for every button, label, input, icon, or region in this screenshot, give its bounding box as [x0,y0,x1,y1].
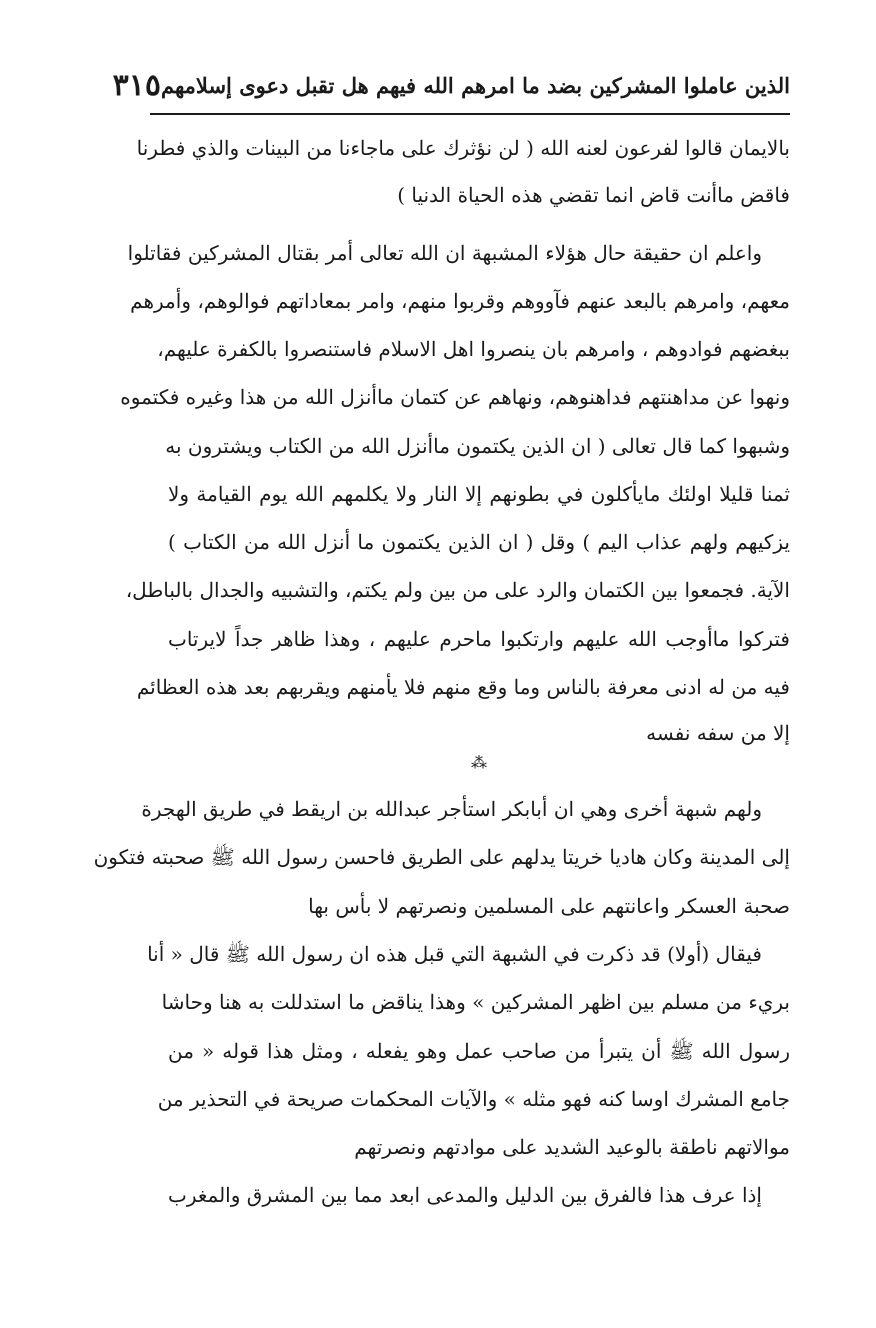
text-line-9: يزكيهم ولهم عذاب اليم ) وقل ( ان الذين يكتمون ما أنزل الله من الكتاب ) [168,530,790,554]
text-line-20: جامع المشرك اوسا كنه فهو مثله » والآيات المحكمات صريحة في التحذير من [157,1087,790,1111]
section-separator: ⁂ [471,753,489,772]
text-line-17: فيقال (أولا) قد ذكرت في الشبهة التي قبل هذه ان رسول الله ﷺ قال « أنا [147,942,762,966]
text-line-7: وشبهوا كما قال تعالى ( ان الذين يكتمون ماأنزل الله من الكتاب ويشترون به [165,434,790,458]
text-line-8: ثمنا قليلا اولئك مايأكلون في بطونهم إلا النار ولا يكلمهم الله يوم القيامة ولا [168,482,790,506]
text-line-21: موالاتهم ناطقة بالوعيد الشديد على موادتهم ونصرتهم [354,1135,790,1159]
text-line-6: ونهوا عن مداهنتهم فداهنوهم، ونهاهم عن كتمان ماأنزل الله من هذا وغيره فكتموه [120,385,790,409]
text-line-10: الآية. فجمعوا بين الكتمان والرد على من بين ولم يكتم، والتشبيه والجدال بالباطل، [125,578,790,602]
text-line-19: رسول الله ﷺ أن يتبرأ من صاحب عمل وهو يفعله ، ومثل هذا قوله « من [168,1039,790,1063]
text-line-13: إلا من سفه نفسه [646,721,790,745]
text-line-2: فاقض ماأنت قاض انما تقضي هذه الحياة الدنيا ) [397,183,790,207]
text-line-5: ببغضهم فوادوهم ، وامرهم بان ينصروا اهل الاسلام فاستنصروا بالكفرة عليهم، [157,337,790,361]
text-line-15: إلى المدينة وكان هاديا خريتا يدلهم على الطريق فاحسن رسول الله ﷺ صحبته فتكون [93,845,790,869]
running-header [112,60,790,110]
text-line-4: معهم، وامرهم بالبعد عنهم فآووهم وقربوا منهم، وامر بمعاداتهم فوالوهم، وأمرهم [130,289,790,313]
text-line-14: ولهم شبهة أخرى وهي ان أبابكر استأجر عبدالله بن اريقط في طريق الهجرة [141,797,762,821]
text-line-11: فتركوا ماأوجب الله عليهم وارتكبوا ماحرم عليهم ، وهذا ظاهر جداً لايرتاب [168,627,790,651]
text-line-12: فيه من له ادنى معرفة بالناس وما وقع منهم فلا يأمنهم ويقربهم بعد هذه العظائم [136,675,790,699]
running-title: الذين عاملوا المشركين بضد ما امرهم الله فيهم هل تقبل دعوى إسلامهم [161,72,790,98]
text-line-16: صحبة العسكر واعانتهم على المسلمين ونصرتهم لا بأس بها [308,894,790,918]
page-number: ٣١٥ [112,67,162,103]
text-line-1: بالايمان قالوا لفرعون لعنه الله ( لن نؤثرك على ماجاءنا من البينات والذي فطرنا [136,136,790,160]
text-line-22: إذا عرف هذا فالفرق بين الدليل والمدعى ابعد مما بين المشرق والمغرب [168,1183,762,1207]
header-rule [150,113,790,115]
text-line-3: واعلم ان حقيقة حال هؤلاء المشبهة ان الله تعالى أمر بقتال المشركين فقاتلوا [127,241,762,265]
text-line-18: بريء من مسلم بين اظهر المشركين » وهذا يناقض ما استدللت به هنا وحاشا [161,990,790,1014]
book-page [93,60,798,1260]
